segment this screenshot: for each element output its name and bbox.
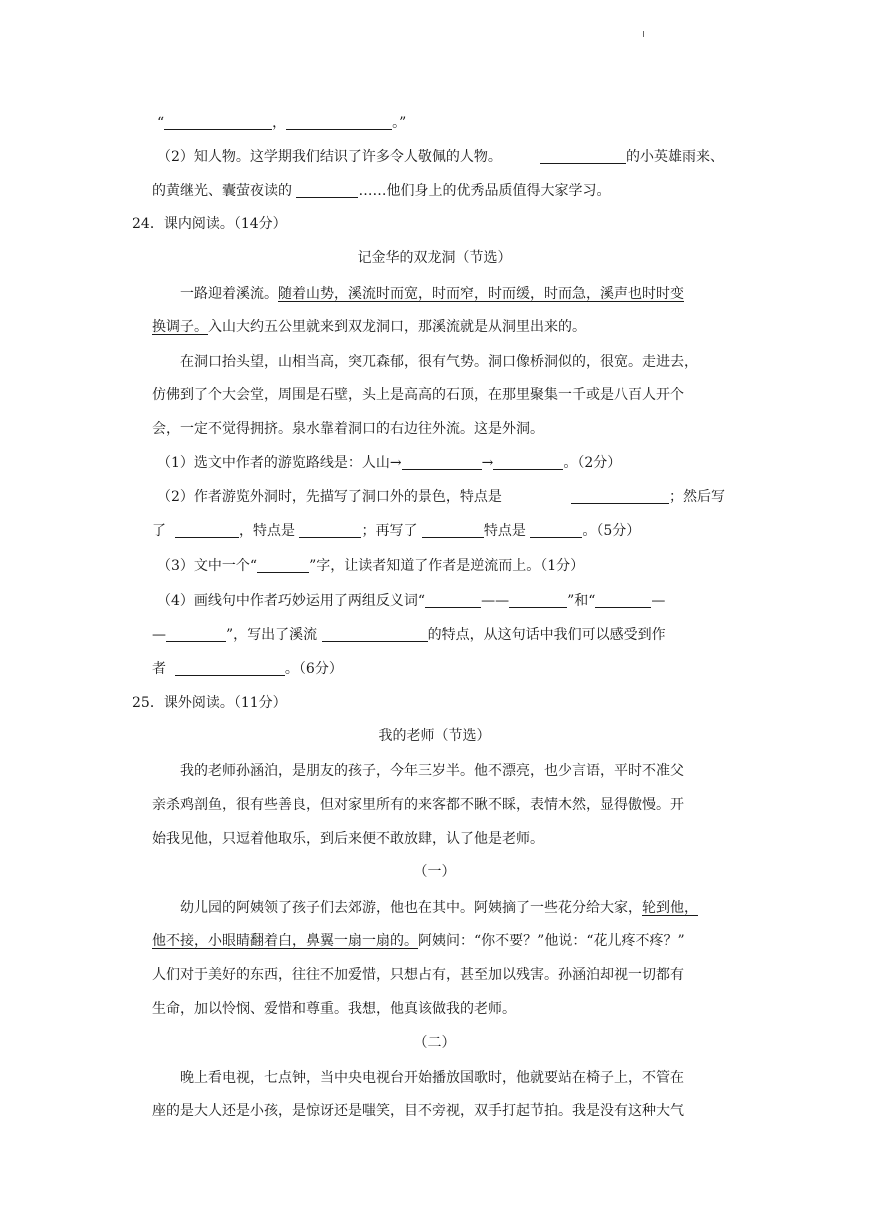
q23-2-line2: 的黄继光、囊萤夜读的 ……他们身上的优秀品质值得大家学习。 [152,183,611,199]
q25-p2-line2: 他不接，小眼睛翻着白，鼻翼一扇一扇的。阿姨问：“你不要？”他说：“花儿疼不疼？” [152,933,685,949]
q25-p3-line2: 座的是大人还是小孩，是惊讶还是嗤笑，目不旁视，双手打起节拍。我是没有这种大气 [152,1103,684,1119]
q24-s4-line2: — ”，写出了溪流 的特点，从这句话中我们可以感受到作 [152,627,666,643]
underlined-sentence: 换调子。 [152,319,208,335]
answer-blank[interactable] [425,592,481,608]
q23-2-line1: （2）知人物。这学期我们结识了许多令人敬佩的人物。 的小英雄雨来、 [157,149,724,165]
q25-heading: 25．课外阅读。（11分） [132,695,287,711]
q25-p2-line3: 人们对于美好的东西，往往不加爱惜，只想占有，甚至加以残害。孙涵泊却视一切都有 [152,967,684,983]
answer-blank[interactable] [595,592,651,608]
q24-s4-line3: 者 。（6分） [152,661,343,677]
answer-blank[interactable] [493,454,563,470]
answer-blank[interactable] [286,114,392,130]
q24-p2-line2: 仿佛到了个大会堂，周围是石壁，头上是高高的石顶，在那里聚集一千或是八百人开个 [152,387,684,403]
answer-blank[interactable] [175,660,285,676]
underlined-sentence: 轮到他， [642,900,698,916]
q24-p1-line1: 一路迎着溪流。随着山势，溪流时而宽，时而窄，时而缓，时而急，溪声也时时变 [180,286,684,302]
q24-s2-line1: （2）作者游览外洞时，先描写了洞口外的景色，特点是 ；然后写 [157,489,725,505]
underlined-sentence: 他不接，小眼睛翻着白，鼻翼一扇一扇的。 [152,933,418,949]
answer-blank[interactable] [322,626,428,642]
q24-p2-line3: 会，一定不觉得拥挤。泉水靠着洞口的右边往外流。这是外洞。 [152,421,544,437]
q24-title: 记金华的双龙洞（节选） [357,250,512,266]
answer-blank[interactable] [296,182,358,198]
answer-blank[interactable] [166,626,226,642]
answer-blank[interactable] [571,488,669,504]
answer-blank[interactable] [164,114,272,130]
q24-heading: 24．课内阅读。（14分） [132,216,287,232]
q24-p1-line2: 换调子。入山大约五公里就来到双龙洞口，那溪流就是从洞里出来的。 [152,319,586,335]
answer-blank[interactable] [402,454,482,470]
q25-p1-line2: 亲杀鸡剖鱼，很有些善良，但对家里所有的来客都不瞅不睬，表情木然，显得傲慢。开 [152,797,684,813]
answer-blank[interactable] [530,522,582,538]
q25-title: 我的老师（节选） [378,728,491,744]
q25-p1-line1: 我的老师孙涵泊，是朋友的孩子，今年三岁半。他不漂亮，也少言语，平时不准父 [180,763,684,779]
q24-s3: （3）文中一个“ ”字，让读者知道了作者是逆流而上。（1分） [157,558,585,574]
q25-section-2: （二） [413,1035,456,1051]
q24-p2-line1: 在洞口抬头望，山相当高，突兀森郁，很有气势。洞口像桥洞似的，很宽。走进去， [180,354,698,370]
q25-section-1: （一） [413,864,456,880]
answer-blank[interactable] [422,522,484,538]
q25-p3-line1: 晚上看电视，七点钟，当中央电视台开始播放国歌时，他就要站在椅子上，不管在 [180,1070,684,1086]
q24-s1: （1）选文中作者的游览路线是：人山→ → 。（2分） [157,455,622,471]
answer-blank[interactable] [509,592,567,608]
q25-p1-line3: 始我见他，只逗着他取乐，到后来便不敢放肆，认了他是老师。 [152,831,544,847]
page-mark [643,31,644,37]
answer-blank[interactable] [175,522,239,538]
answer-blank[interactable] [540,148,626,164]
answer-blank[interactable] [257,557,309,573]
q25-p2-line4: 生命，加以怜悯、爱惜和尊重。我想，他真该做我的老师。 [152,1001,516,1017]
q25-p2-line1: 幼儿园的阿姨领了孩子们去郊游，他也在其中。阿姨摘了一些花分给大家，轮到他， [180,900,698,916]
quote-blanks-line: “ ， 。” [157,115,407,131]
q24-s2-line2: 了 ，特点是 ；再写了 特点是 。（5分） [152,523,641,539]
underlined-sentence: 随着山势，溪流时而宽，时而窄，时而缓，时而急，溪声也时时变 [278,286,684,302]
q24-s4-line1: （4）画线句中作者巧妙运用了两组反义词“ —— ”和“ — [157,593,666,609]
answer-blank[interactable] [299,522,361,538]
